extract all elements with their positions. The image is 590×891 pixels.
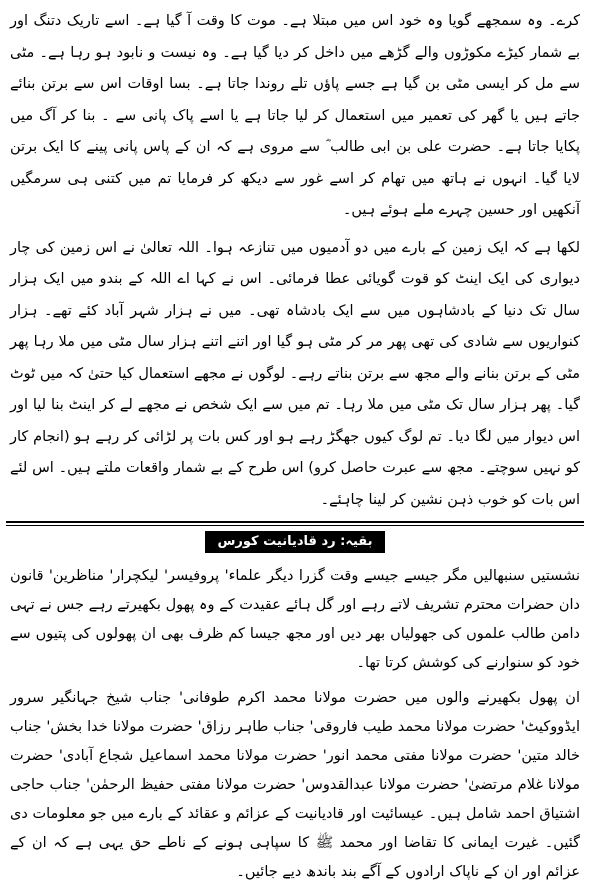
- paragraph-scholars-arrival: نشستیں سنبھالیں مگر جیسے جیسے وقت گزرا دیگر علماء' پروفیسر' لیکچرار' مناظرین' قانون دان حضرات محترم تشریف لاتے رہے اور گل ہائے عقیدت کے وہ پھول بکھیرتے رہے جس نے تہی دامن طالب علموں کی جھولیاں بھر دیں اور مجھ جیسا کم ظرف بھی ان پھولوں کی پتیوں سے خود کو سنوارنے کی کوشش کرتا تھا۔: [10, 568, 580, 671]
- section-divider: [6, 521, 584, 523]
- section-heading-wrap: [0, 530, 590, 553]
- continued-article: [10, 562, 580, 887]
- section-heading: بقیہ: رد قادیانیت کورس: [205, 531, 384, 553]
- paragraph-contemplation: کرے۔ وہ سمجھے گویا وہ خود اس میں مبتلا ہے۔ موت کا وقت آ گیا ہے۔ اسے تاریک دتنگ اور بے شمار کیڑے مکوڑوں والے گڑھے میں داخل کر دیا گیا ہے۔ وہ نیست و نابود ہو رہا ہے۔ مٹی سے مل کر ایسی مٹی بن گیا ہے جسے پاؤں تلے روندا جاتا ہے۔ بسا اوقات اس سے برتن بنائے جاتے ہیں یا گھر کی تعمیر میں استعمال کر لیا جاتا ہے یا اسے پاک پانی سے ۔ بنا کر آگ میں پکایا جاتا ہے۔ حضرت علی بن ابی طالب ؓ سے مروی ہے کہ ان کے پاس پانی پینے کا ایک برتن لایا گیا۔ انہوں نے ہاتھ میں تھام کر اسے غور سے دیکھ کر فرمایا تم میں کتنی ہی سرمگیں آنکھیں اور حسین چہرے ملے ہوئے ہیں۔: [10, 13, 580, 218]
- paragraph-speakers-list: ان پھول بکھیرنے والوں میں حضرت مولانا محمد اکرم طوفانی' جناب شیخ جہانگیر سرور ایڈووکیٹ' حضرت مولانا محمد طیب فاروقی' جناب طاہر رزاق' حضرت مولانا خدا بخش' جناب خالد متین' حضرت مولانا مفتی محمد انور' حضرت مولانا محمد اسماعیل شجاع آبادی' حضرت مولانا غلام مرتضیٰ' حضرت مولانا عبدالقدوس' حضرت مولانا مفتی حفیظ الرحمٰن' جناب حاجی اشتیاق احمد شامل ہیں۔ عیسائیت اور قادیانیت کے عزائم و عقائد کے بارے میں جو معلومات دی گئیں۔ غیرت ایمانی کا تقاضا اور محمد ﷺ کا سپاہی ہونے کے ناطے حق یہی ہے کہ ان کے عزائم اور ان کے ناپاک ارادوں کے آگے بند باندھ دیے جائیں۔: [10, 690, 580, 880]
- paragraph-talking-brick: لکھا ہے کہ ایک زمین کے بارے میں دو آدمیوں میں تنازعہ ہوا۔ اللہ تعالیٰ نے اس زمین کی چار دیواری کی ایک اینٹ کو قوت گویائی عطا فرمائی۔ اس نے کہا اے اللہ کے بندو میں ایک ہزار سال تک دنیا کے بادشاہوں میں سے ایک بادشاہ تھی۔ میں نے ہزار شہر آباد کئے تھے۔ ہزار کنواریوں سے شادی کی تھی پھر مر کر مٹی ہو گیا اور اتنے اتنے ہزار سال مٹی میں ملا رہا پھر مٹی کے برتن بنانے والے مجھ سے برتن بناتے رہے۔ لوگوں نے مجھے استعمال کیا حتیٰ کہ میں ٹوٹ گیا۔ پھر ہزار سال تک مٹی میں ملا رہا۔ تم میں سے ایک شخص نے مجھے لے کر اینٹ بنا لیا اور اس دیوار میں لگا دیا۔ تم لوگ کیوں جھگڑ رہے ہو اور کس بات پر لڑائی کر رہے ہو (انجام کار کو نہیں سوچتے۔ مجھ سے عبرت حاصل کرو) اس طرح کے بے شمار واقعات ملتے ہیں۔ اس لئے اس بات کو خوب ذہن نشین کر لینا چاہئے۔: [10, 239, 580, 508]
